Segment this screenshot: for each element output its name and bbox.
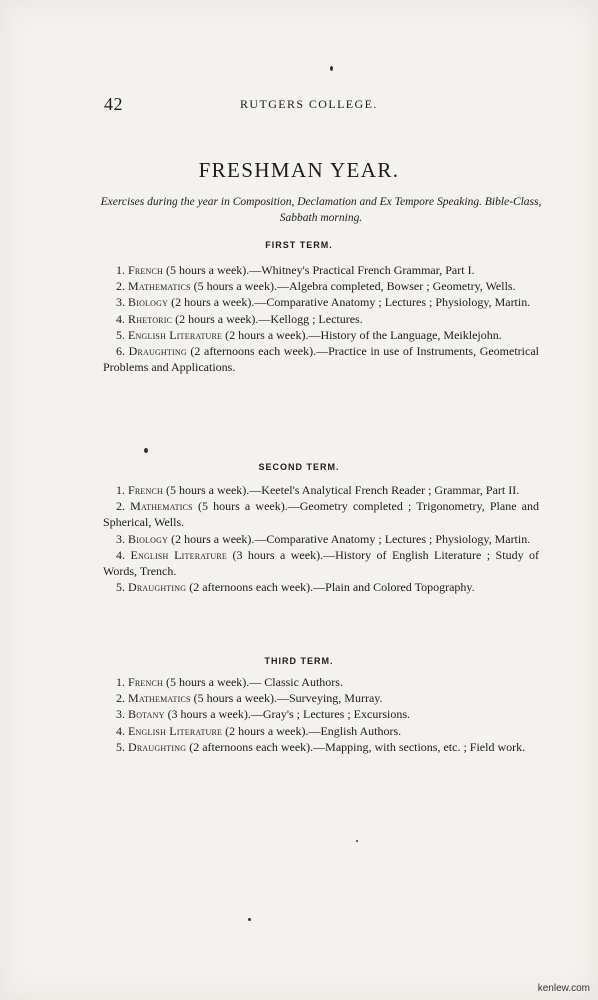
term-heading-first: FIRST TERM. bbox=[265, 240, 333, 250]
course-item: 1. French (5 hours a week).—Whitney's Practical French Grammar, Part I. bbox=[116, 263, 475, 277]
course-subject: Mathematics bbox=[130, 499, 193, 514]
course-subject: Mathematics bbox=[128, 691, 191, 706]
course-item: 5. Draughting (2 afternoons each week).—Mapping, with sections, etc. ; Field work. bbox=[116, 739, 526, 754]
course-item: 4. Rhetoric (2 hours a week).—Kellogg ; Lectures. bbox=[116, 311, 363, 326]
course-subject: Botany bbox=[128, 707, 165, 722]
course-item: 5. Draughting (2 afternoons each week).—Plain and Colored Topography. bbox=[116, 580, 475, 595]
course-subject: Draughting bbox=[128, 344, 187, 359]
exercises-note: Exercises during the year in Composition, Declamation and Ex Tempore Speaking. Bible-Class, Sabbath morning. bbox=[100, 196, 542, 224]
course-subject: Draughting bbox=[128, 739, 187, 754]
page-number: 42 bbox=[104, 94, 123, 114]
course-subject: Draughting bbox=[128, 580, 187, 595]
course-list-first-term bbox=[103, 262, 539, 375]
course-subject: English Literature bbox=[128, 723, 223, 738]
term-heading-third: THIRD TERM. bbox=[264, 656, 334, 666]
course-item: 5. English Literature (2 hours a week).—History of the Language, Meiklejohn. bbox=[116, 327, 502, 342]
course-item: 3. Biology (2 hours a week).—Comparative Anatomy ; Lectures ; Physiology, Martin. bbox=[116, 295, 531, 310]
course-subject: English Literature bbox=[128, 327, 223, 342]
course-item: 6. Draughting (2 afternoons each week).—Practice in use of Instruments, Geometrical Problems and Applications. bbox=[103, 344, 539, 375]
course-subject: French bbox=[128, 483, 163, 497]
course-item: 1. French (5 hours a week).—Keetel's Analytical French Reader ; Grammar, Part II. bbox=[116, 483, 520, 497]
running-title: RUTGERS COLLEGE. bbox=[240, 97, 378, 111]
course-item: 3. Botany (3 hours a week).—Gray's ; Lectures ; Excursions. bbox=[116, 707, 410, 722]
print-speck bbox=[248, 918, 251, 921]
course-item: 3. Biology (2 hours a week).—Comparative Anatomy ; Lectures ; Physiology, Martin. bbox=[116, 531, 531, 546]
watermark-text: kenlew.com bbox=[537, 983, 590, 994]
course-item: 2. Mathematics (5 hours a week).—Algebra completed, Bowser ; Geometry, Wells. bbox=[116, 279, 516, 294]
year-title: FRESHMAN YEAR. bbox=[198, 158, 400, 182]
course-list-second-term bbox=[103, 482, 539, 595]
print-speck bbox=[356, 840, 358, 842]
course-subject: Mathematics bbox=[128, 279, 191, 294]
running-head bbox=[104, 94, 544, 116]
course-subject: French bbox=[128, 675, 163, 689]
term-heading-second: SECOND TERM. bbox=[258, 462, 340, 472]
course-item: 2. Mathematics (5 hours a week).—Geometry completed ; Trigonometry, Plane and Spherical, Wells. bbox=[103, 499, 539, 530]
course-subject: Biology bbox=[128, 295, 169, 310]
course-subject: Biology bbox=[128, 531, 169, 546]
course-list-third-term bbox=[103, 674, 539, 755]
print-speck bbox=[330, 66, 333, 71]
course-subject: Rhetoric bbox=[128, 311, 173, 326]
course-item: 2. Mathematics (5 hours a week).—Surveying, Murray. bbox=[116, 691, 383, 706]
course-item: 4. English Literature (3 hours a week).—History of English Literature ; Study of Words, Trench. bbox=[103, 547, 540, 579]
course-item: 1. French (5 hours a week).— Classic Authors. bbox=[116, 675, 343, 689]
course-item: 4. English Literature (2 hours a week).—English Authors. bbox=[116, 723, 402, 738]
course-subject: French bbox=[128, 263, 163, 277]
course-subject: English Literature bbox=[130, 547, 228, 562]
print-speck bbox=[144, 448, 148, 453]
